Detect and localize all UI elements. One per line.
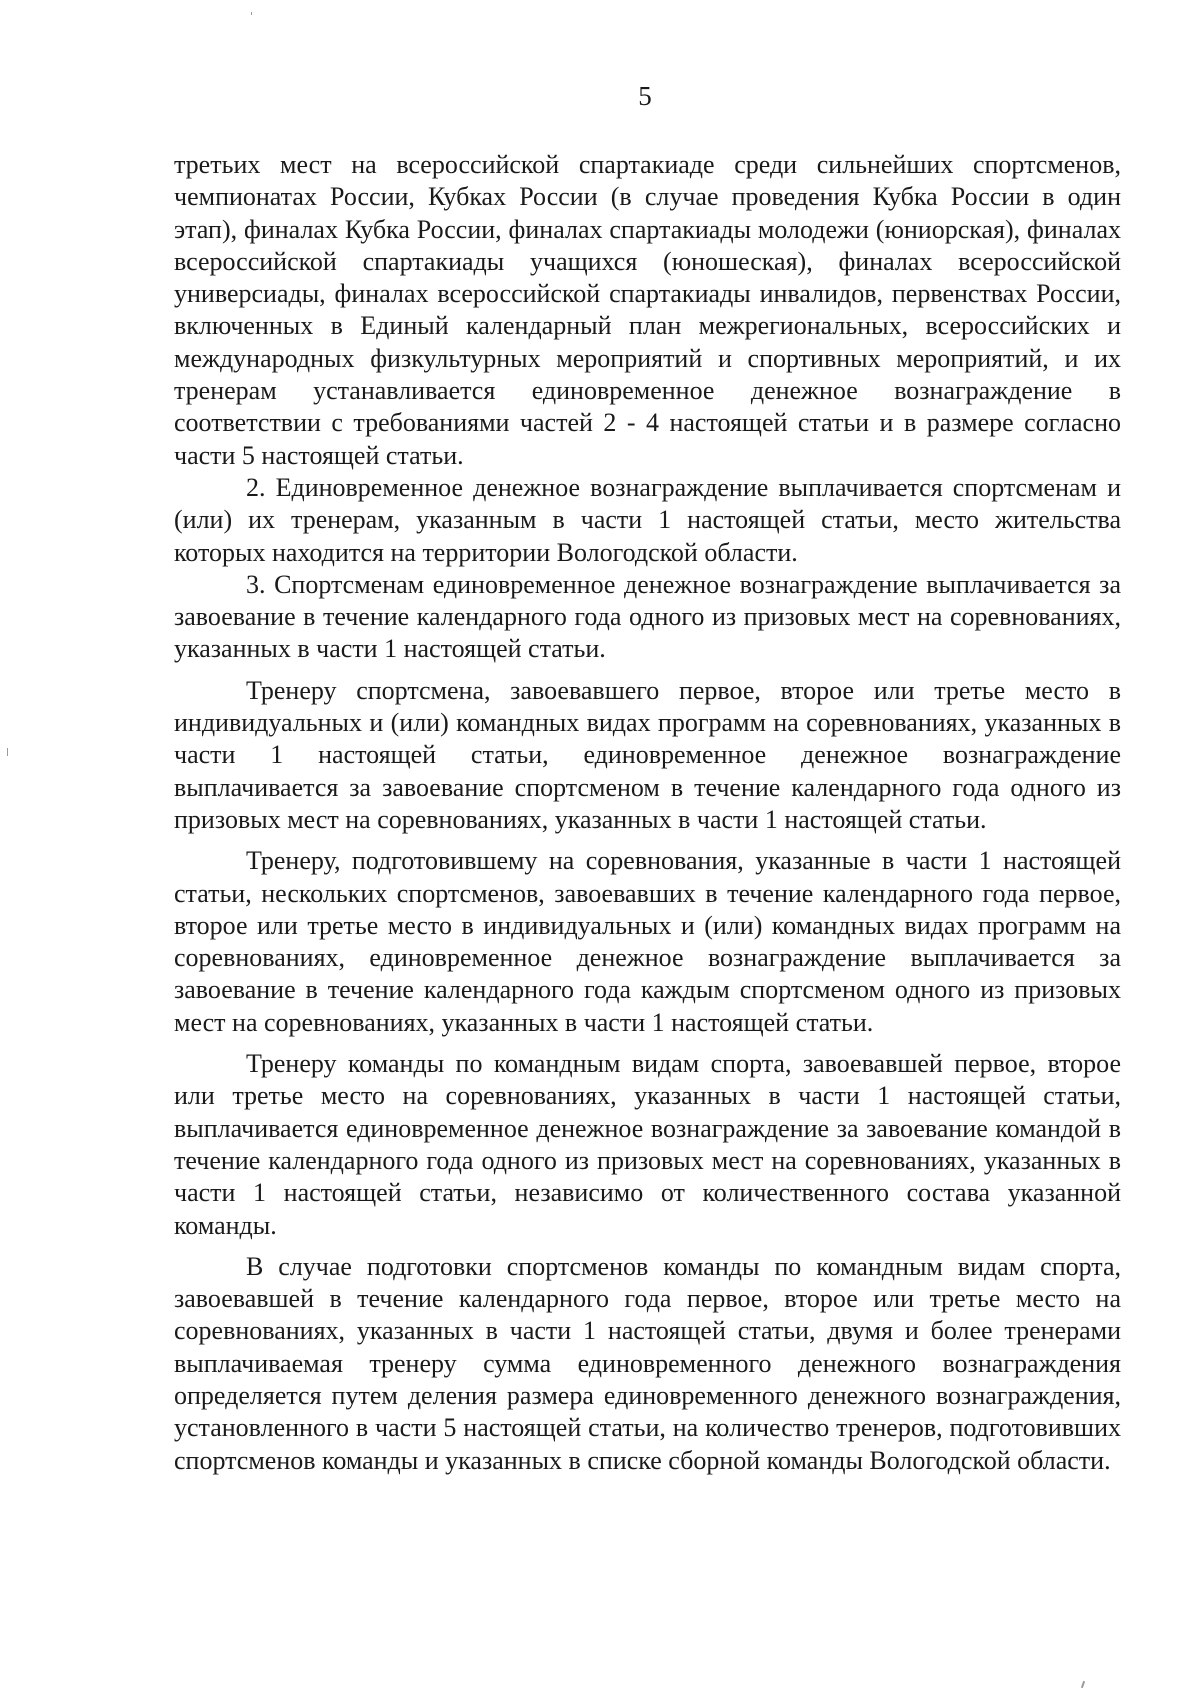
page-number: 5 bbox=[638, 81, 652, 111]
paragraph-part-3: 3. Спортсменам единовременное денежное вознаграждение выплачивается за завоевание в течение календарного года одного из призовых мест на соревнованиях, указанных в части 1 настоящей статьи. bbox=[174, 569, 1121, 664]
paragraph-coach-team: Тренеру команды по командным видам спорта, завоевавшей первое, второе или третье место на соревнованиях, указанных в части 1 настоящей статьи, выплачивается единовременное денежное вознаграждение за завоевание командой в течение календарного года одного из призовых мест на соревнованиях, указанных в части 1 настоящей статьи, независимо от количественного состава указанной команды. bbox=[174, 1049, 1121, 1240]
scan-artifact-top bbox=[251, 12, 252, 15]
scan-artifact-left bbox=[7, 748, 8, 756]
paragraph-continuation: третьих мест на всероссийской спартакиаде среди сильнейших спортсменов, чемпионатах России, Кубках России (в случае проведения Кубка России в один этап), финалах Кубка России, финалах спартакиады молодежи (юниорская), финалах всероссийской спартакиады учащихся (юношеская), финалах всероссийской универсиады, финалах всероссийской спартакиады инвалидов, первенствах России, включенных в Единый календарный план межрегиональных, всероссийских и международных физкультурных мероприятий и спортивных мероприятий, и их тренерам устанавливается единовременное денежное вознаграждение в соответствии с требованиями частей 2 - 4 настоящей статьи и в размере согласно части 5 настоящей статьи. bbox=[174, 150, 1121, 470]
paragraph-multiple-coaches: В случае подготовки спортсменов команды по командным видам спорта, завоевавшей в течение календарного года первое, второе или третье место на соревнованиях, указанных в части 1 настоящей статьи, двумя и более тренерами выплачиваемая тренеру сумма единовременного денежного вознаграждения определяется путем деления размера единовременного денежного вознаграждения, установленного в части 5 настоящей статьи, на количество тренеров, подготовивших спортсменов команды и указанных в списке сборной команды Вологодской области. bbox=[174, 1251, 1121, 1475]
scan-artifact-bottom bbox=[1081, 1681, 1085, 1688]
paragraph-part-2: 2. Единовременное денежное вознаграждение выплачивается спортсменам и (или) их тренерам, указанным в части 1 настоящей статьи, место жительства которых находится на территории Вологодской области. bbox=[174, 472, 1121, 567]
document-body bbox=[174, 149, 1121, 1477]
paragraph-coach-multiple-athletes: Тренеру, подготовившему на соревнования, указанные в части 1 настоящей статьи, нескольких спортсменов, завоевавших в течение календарного года первое, второе или третье место в индивидуальных и (или) командных видах программ на соревнованиях, единовременное денежное вознаграждение выплачивается за завоевание в течение календарного года каждым спортсменом одного из призовых мест на соревнованиях, указанных в части 1 настоящей статьи. bbox=[174, 846, 1121, 1037]
paragraph-coach-individual: Тренеру спортсмена, завоевавшего первое, второе или третье место в индивидуальных и (или) командных видах программ на соревнованиях, указанных в части 1 настоящей статьи, единовременное денежное вознаграждение выплачивается за завоевание спортсменом в течение календарного года одного из призовых мест на соревнованиях, указанных в части 1 настоящей статьи. bbox=[174, 675, 1121, 834]
